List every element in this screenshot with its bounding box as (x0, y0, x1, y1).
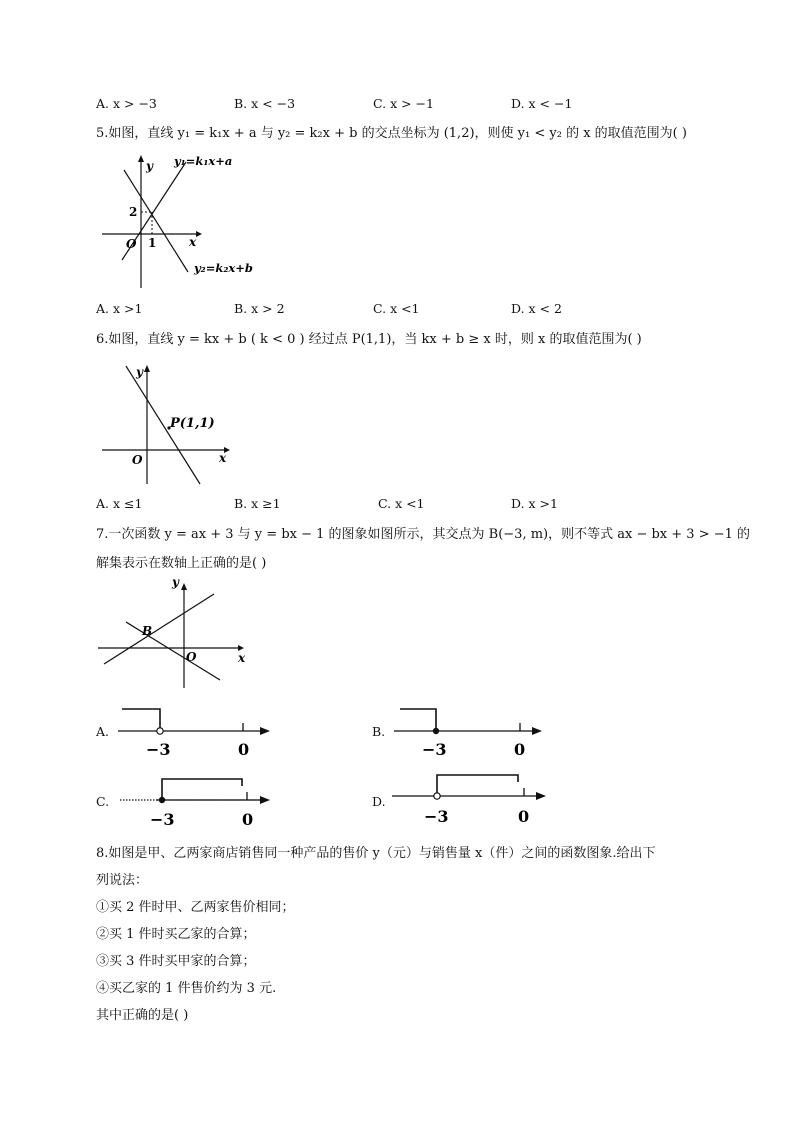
q6-option-c[interactable]: C. x <1 (378, 496, 425, 511)
q5-y-arrow (138, 155, 144, 162)
q7-a-right: 0 (238, 740, 250, 759)
q6-option-a[interactable]: A. x ≤1 (96, 496, 143, 511)
q8-item-4: ④买乙家的 1 件售价约为 3 元. (96, 981, 277, 996)
q5-option-b[interactable]: B. x > 2 (234, 301, 285, 316)
q7-line-a (104, 594, 214, 664)
q5-option-c[interactable]: C. x <1 (373, 301, 420, 316)
q5-origin-label: O (126, 237, 137, 251)
q7-origin-label: O (186, 650, 197, 664)
q7-stem-line2: 解集表示在数轴上正确的是( ) (96, 556, 267, 571)
q6-x-label: x (219, 451, 227, 465)
q7-x-label: x (238, 651, 246, 665)
q7-b-right: 0 (514, 740, 526, 759)
q6-figure (100, 360, 240, 488)
q8-item-3: ③买 3 件时买甲家的合算； (96, 954, 256, 969)
q5-stem: 5.如图，直线 y₁ = k₁x + a 与 y₂ = k₂x + b 的交点坐标为 (1,2)，则使 y₁ < y₂ 的 x 的取值范围为( ) (96, 126, 687, 141)
q5-tick-x: 1 (148, 236, 157, 250)
q7-b-left: −3 (422, 740, 447, 759)
q7-numberline-d (390, 768, 554, 830)
q5-option-a[interactable]: A. x >1 (96, 301, 143, 316)
q7-stem-line1: 7.一次函数 y = ax + 3 与 y = bx − 1 的图象如图所示，其交点为 B(−3, m)，则不等式 ax − bx + 3 > −1 的 (96, 527, 751, 542)
q5-y-label: y (146, 159, 153, 173)
q7-figure (96, 574, 252, 692)
q7-option-c-label: C. (96, 794, 110, 809)
q7-d-right: 0 (518, 807, 530, 826)
q7-y-arrow (181, 583, 187, 590)
q5-line-2 (124, 170, 188, 272)
q6-origin-label: O (132, 453, 143, 467)
q7-d-left: −3 (424, 807, 449, 826)
q8-item-2: ②买 1 件时买乙家的合算； (96, 927, 256, 942)
q6-y-arrow (144, 365, 150, 372)
q5-option-d[interactable]: D. x < 2 (511, 301, 562, 316)
q5-x-label: x (189, 235, 197, 249)
q5-line1-label: y₁=k₁x+a (174, 154, 233, 168)
q5-x-arrow (196, 231, 202, 237)
q4-option-a[interactable]: A. x > −3 (96, 96, 157, 111)
q7-option-a-label: A. (96, 724, 110, 739)
q6-option-d[interactable]: D. x >1 (511, 496, 558, 511)
q7-point-label: B (142, 624, 153, 638)
q4-option-d[interactable]: D. x < −1 (511, 96, 573, 111)
q8-stem-line2: 列说法： (96, 873, 149, 888)
q7-option-b-label: B. (372, 724, 386, 739)
q4-option-c[interactable]: C. x > −1 (373, 96, 434, 111)
q8-item-1: ①买 2 件时甲、乙两家售价相同； (96, 900, 295, 915)
q7-y-label: y (172, 575, 179, 589)
q7-numberline-a (116, 700, 276, 762)
q7-numberline-b (392, 700, 552, 762)
q7-option-d-label: D. (372, 794, 386, 809)
q6-point-label: P(1,1) (170, 416, 215, 431)
q7-c-left: −3 (150, 810, 175, 829)
q7-c-right: 0 (242, 810, 254, 829)
q7-a-left: −3 (146, 740, 171, 759)
q4-option-b[interactable]: B. x < −3 (234, 96, 296, 111)
q5-line2-label: y₂=k₂x+b (194, 261, 253, 275)
q5-figure (96, 148, 276, 290)
q8-ask: 其中正确的是( ) (96, 1008, 189, 1023)
q6-option-b[interactable]: B. x ≥1 (234, 496, 281, 511)
q7-line-b (126, 622, 220, 680)
q6-y-label: y (136, 365, 143, 379)
q5-tick-y: 2 (129, 205, 138, 219)
q7-numberline-c (116, 770, 276, 832)
q8-stem-line1: 8.如图是甲、乙两家商店销售同一种产品的售价 y（元）与销售量 x（件）之间的函数图象.给出下 (96, 846, 656, 861)
q6-stem: 6.如图，直线 y = kx + b ( k < 0 ) 经过点 P(1,1)，当 kx + b ≥ x 时，则 x 的取值范围为( ) (96, 332, 642, 347)
